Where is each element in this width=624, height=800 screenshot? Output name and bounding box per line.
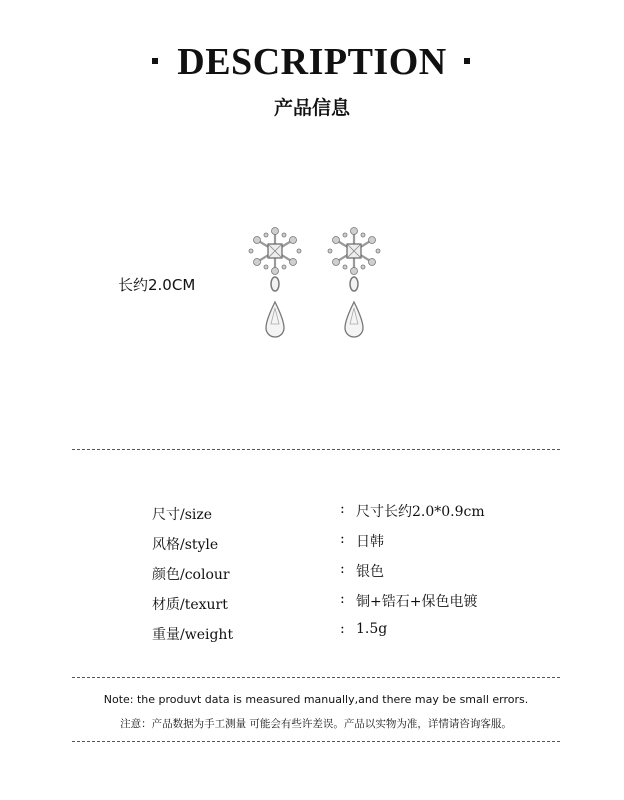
spec-key: 风格/style [152,537,219,553]
divider [72,677,560,678]
spec-colon: : [340,531,345,547]
divider [72,449,560,450]
spec-row-weight [152,621,552,648]
spec-row-style [152,531,552,558]
description-header [0,38,624,84]
spec-key: 尺寸/size [152,507,213,523]
note-english: Note: the produvt data is measured manually,and there may be small errors. [103,693,529,706]
spec-row-size [152,501,552,528]
spec-colon: : [340,501,345,517]
spec-key: 重量/weight [152,627,234,643]
page-title: DESCRIPTION [177,41,447,83]
spec-row-material [152,591,552,618]
snowflake-earring-image [243,226,307,346]
spec-value: 日韩 [356,534,384,550]
spec-colon: : [340,591,345,607]
divider [72,741,560,742]
square-bullet-icon [464,58,470,64]
spec-row-colour [152,561,552,588]
spec-key: 颜色/colour [152,567,230,583]
spec-value: 铜+锆石+保色电镀 [356,594,478,610]
length-label: 长约2.0CM [118,276,196,294]
spec-colon: : [340,561,345,577]
spec-value: 尺寸长约2.0*0.9cm [356,504,485,520]
spec-key: 材质/texurt [152,597,228,613]
snowflake-earring-image [322,226,386,346]
spec-value: 1.5g [356,621,388,637]
spec-value: 银色 [356,564,384,580]
spec-colon: : [340,621,345,637]
note-chinese: 注意：产品数据为手工测量 可能会有些许差误。产品以实物为准，详情请咨询客服。 [120,718,512,730]
page-subtitle: 产品信息 [273,97,350,119]
